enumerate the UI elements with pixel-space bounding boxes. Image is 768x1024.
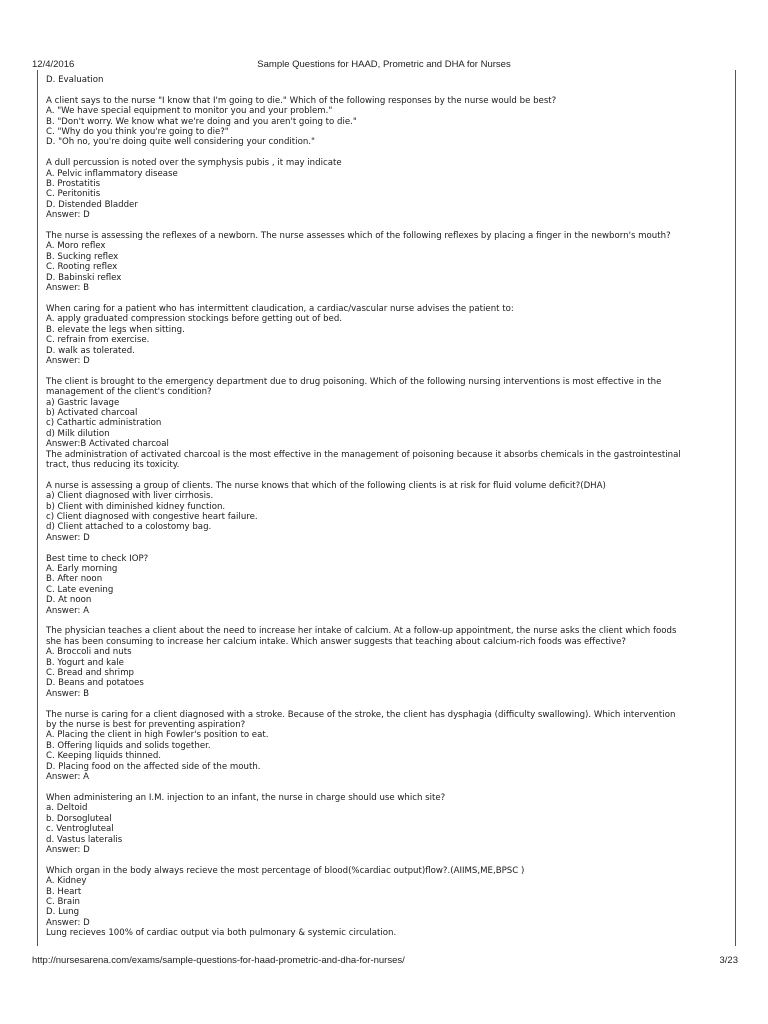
block-spacer (46, 221, 730, 231)
question-block (46, 75, 730, 85)
block-spacer (46, 85, 730, 95)
text-line: C. Bread and shrimp (46, 668, 135, 679)
text-line: A. Kidney (46, 876, 87, 887)
text-line: Lung recieves 100% of cardiac output via both pulmonary & systemic circulation. (46, 928, 397, 939)
text-line: A. Moro reflex (46, 241, 106, 252)
text-line: C. "Why do you think you're going to die?" (46, 127, 229, 138)
text-line: A. apply graduated compression stockings before getting out of bed. (46, 314, 343, 325)
text-line: The client is brought to the emergency department due to drug poisoning. Which of the following nursing interventions is most effective in the (46, 376, 662, 387)
text-line: A dull percussion is noted over the symphysis pubis , it may indicate (46, 158, 342, 169)
question-block (46, 626, 730, 699)
block-spacer (46, 293, 730, 303)
text-line: A. Pelvic inflammatory disease (46, 168, 178, 179)
text-line: When administering an I.M. injection to an infant, the nurse in charge should use which site? (46, 792, 446, 803)
question-block (46, 554, 730, 616)
text-line: a) Gastric lavage (46, 397, 120, 408)
text-line: d. Vastus lateralis (46, 834, 123, 845)
text-line: The nurse is caring for a client diagnosed with a stroke. Because of the stroke, the client has dysphagia (difficulty swallowing). Which intervention (46, 709, 676, 720)
text-line: A. Early morning (46, 563, 118, 574)
question-block (46, 793, 730, 855)
text-line: Answer: B (46, 283, 90, 294)
text-line: Answer:B Activated charcoal (46, 439, 169, 450)
text-line: Answer: D (46, 532, 90, 543)
text-line: b) Activated charcoal (46, 407, 138, 418)
question-block (46, 866, 730, 939)
text-line: The nurse is assessing the reflexes of a newborn. The nurse assesses which of the following reflexes by placing a finger in the newborn's mouth? (46, 231, 671, 242)
text-line: A. "We have special equipment to monitor you and your problem." (46, 106, 333, 117)
text-line: A client says to the nurse "I know that I'm going to die." Which of the following responses by the nurse would be best? (46, 95, 557, 106)
text-line: d) Milk dilution (46, 428, 110, 439)
text-line: D. Babinski reflex (46, 272, 122, 283)
text-line: C. Rooting reflex (46, 262, 118, 273)
text-line: b. Dorsogluteal (46, 813, 112, 824)
text-line: D. Distended Bladder (46, 199, 138, 210)
text-line: Answer: D (46, 355, 90, 366)
text-line: a) Client diagnosed with liver cirrhosis. (46, 491, 214, 502)
text-line: A. Broccoli and nuts (46, 647, 132, 658)
text-line: D. Placing food on the affected side of the mouth. (46, 761, 261, 772)
text-line: B. After noon (46, 574, 103, 585)
text-line: tract, thus reducing its toxicity. (46, 459, 180, 470)
text-line: C. Brain (46, 896, 80, 907)
right-margin-rule (735, 70, 736, 946)
text-line: D. Evaluation (46, 75, 104, 85)
block-spacer (46, 366, 730, 376)
print-date: 12/4/2016 (32, 59, 75, 70)
text-line: c) Client diagnosed with congestive heart failure. (46, 511, 258, 522)
footer-url: http://nursesarena.com/exams/sample-questions-for-haad-prometric-and-dha-for-nurses/ (32, 955, 405, 966)
text-line: D. Beans and potatoes (46, 678, 144, 689)
text-line: B. Offering liquids and solids together. (46, 740, 211, 751)
text-line: D. Lung (46, 907, 80, 918)
question-block (46, 96, 730, 148)
question-block (46, 481, 730, 543)
block-spacer (46, 543, 730, 553)
document-body (46, 75, 730, 939)
text-line: B. Yogurt and kale (46, 657, 124, 668)
text-line: B. Heart (46, 886, 82, 897)
text-line: c. Ventrogluteal (46, 824, 114, 835)
text-line: Answer: D (46, 844, 90, 855)
text-line: When caring for a patient who has intermittent claudication, a cardiac/vascular nurse advises the patient to: (46, 303, 514, 314)
text-line: B. Prostatitis (46, 179, 101, 190)
text-line: D. "Oh no, you're doing quite well considering your condition." (46, 137, 315, 148)
question-block (46, 304, 730, 366)
block-spacer (46, 616, 730, 626)
question-block (46, 158, 730, 220)
text-line: B. "Don't worry. We know what we're doing and you aren't going to die." (46, 116, 357, 127)
block-spacer (46, 470, 730, 480)
text-line: A. Placing the client in high Fowler's position to eat. (46, 730, 269, 741)
text-line: Answer: D (46, 210, 90, 221)
text-line: The administration of activated charcoal is the most effective in the management of poisoning because it absorbs chemicals in the gastrointestinal (46, 449, 681, 460)
text-line: by the nurse is best for preventing aspiration? (46, 720, 246, 731)
page-number: 3/23 (719, 955, 738, 966)
text-line: Which organ in the body always recieve the most percentage of blood(%cardiac output)flow?.(AIIMS,ME,BPSC ) (46, 865, 525, 876)
text-line: Answer: A (46, 772, 90, 783)
text-line: C. Keeping liquids thinned. (46, 751, 162, 762)
text-line: a. Deltoid (46, 803, 88, 814)
page-title: Sample Questions for HAAD, Prometric and DHA for Nurses (257, 59, 511, 70)
text-line: C. refrain from exercise. (46, 335, 150, 346)
question-block (46, 710, 730, 783)
block-spacer (46, 782, 730, 792)
text-line: C. Late evening (46, 584, 114, 595)
block-spacer (46, 148, 730, 158)
text-line: D. walk as tolerated. (46, 345, 135, 356)
block-spacer (46, 699, 730, 709)
text-line: B. elevate the legs when sitting. (46, 324, 185, 335)
text-line: Best time to check IOP? (46, 553, 149, 564)
text-line: D. At noon (46, 595, 92, 606)
text-line: she has been consuming to increase her calcium intake. Which answer suggests that teaching about calcium-rich foods was effective? (46, 636, 626, 647)
text-line: B. Sucking reflex (46, 251, 119, 262)
left-margin-rule (37, 70, 38, 946)
text-line: Answer: B (46, 688, 90, 699)
question-block (46, 377, 730, 471)
text-line: b) Client with diminished kidney function. (46, 501, 226, 512)
text-line: management of the client's condition? (46, 387, 212, 398)
text-line: c) Cathartic administration (46, 418, 162, 429)
block-spacer (46, 855, 730, 865)
text-line: Answer: D (46, 917, 90, 928)
text-line: C. Peritonitis (46, 189, 101, 200)
text-line: Answer: A (46, 605, 90, 616)
text-line: A nurse is assessing a group of clients. The nurse knows that which of the following clients is at risk for fluid volume deficit?(DHA) (46, 480, 606, 491)
text-line: The physician teaches a client about the need to increase her intake of calcium. At a follow-up appointment, the nurse asks the client which foods (46, 626, 677, 637)
question-block (46, 231, 730, 293)
text-line: d) Client attached to a colostomy bag. (46, 522, 212, 533)
